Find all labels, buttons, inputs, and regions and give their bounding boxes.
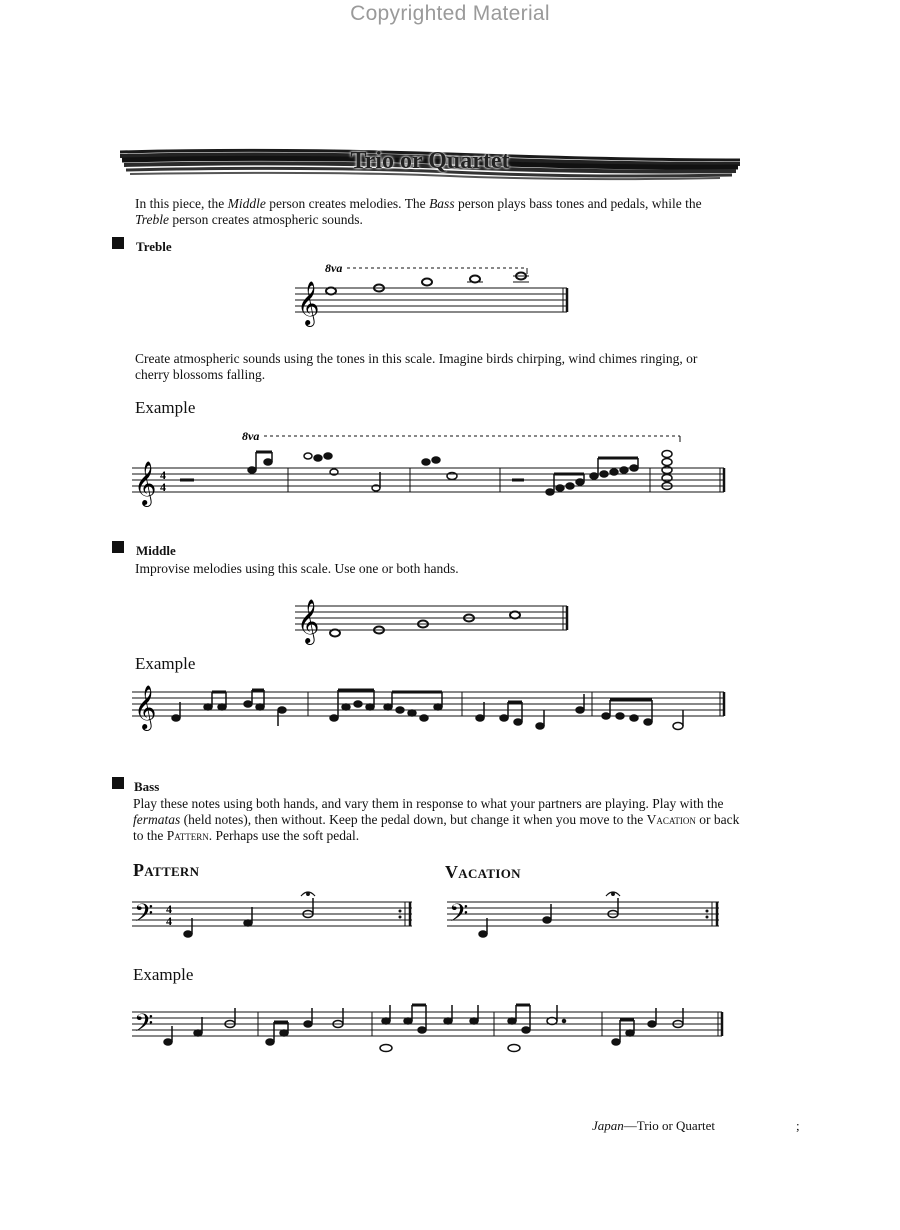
intro-paragraph: In this piece, the Middle person creates melodies. The Bass person plays bass tones and pedals, while the Treble person creates atmospheric sounds. bbox=[135, 196, 702, 227]
footer-country: Japan bbox=[592, 1118, 624, 1133]
section-bullet bbox=[112, 541, 124, 553]
section-bullet bbox=[112, 237, 124, 249]
bass-example-label: Example bbox=[133, 965, 194, 984]
footer-piece: Trio or Quartet bbox=[636, 1118, 716, 1133]
page-footer bbox=[592, 1118, 715, 1134]
vacation-staff bbox=[447, 892, 727, 952]
treble-clef-icon: 𝄞 bbox=[297, 599, 320, 643]
treble-scale-staff bbox=[295, 258, 575, 328]
treble-clef-icon: 𝄞 bbox=[134, 461, 157, 505]
page-title: Trio or Quartet bbox=[350, 148, 510, 174]
pattern-heading: Pattern bbox=[133, 860, 200, 880]
middle-example-staff bbox=[132, 682, 732, 742]
treble-clef-icon: 𝄞 bbox=[134, 685, 157, 729]
treble-instructions: Create atmospheric sounds using the tones in this scale. Imagine birds chirping, wind chimes ringing, or cherry blossoms falling. bbox=[135, 351, 698, 382]
pattern-staff bbox=[132, 892, 422, 952]
svg-text:4: 4 bbox=[160, 480, 166, 494]
middle-heading: Middle bbox=[136, 543, 176, 558]
treble-clef-icon: 𝄞 bbox=[297, 281, 320, 325]
bass-heading: Bass bbox=[134, 779, 160, 794]
bass-clef-icon: 𝄢 bbox=[134, 899, 154, 934]
bass-example-staff bbox=[132, 1004, 732, 1054]
treble-example-label: Example bbox=[135, 398, 196, 417]
svg-text:4: 4 bbox=[166, 914, 172, 928]
footer-separator: — bbox=[623, 1118, 637, 1133]
octave-mark: 8va bbox=[242, 429, 260, 443]
middle-instructions: Improvise melodies using this scale. Use one or both hands. bbox=[135, 561, 459, 576]
octave-mark: 8va bbox=[325, 261, 343, 275]
bass-instructions: Play these notes using both hands, and vary them in response to what your partners are playing. Play with the fermatas (held notes), then without. Keep the pedal down, but change it when you move to the Vacation or back to the Pattern. Perhaps use the soft pedal. bbox=[133, 796, 740, 843]
copyright-watermark: Copyrighted Material bbox=[350, 2, 550, 25]
treble-heading: Treble bbox=[136, 239, 172, 254]
bass-clef-icon: 𝄢 bbox=[449, 899, 469, 934]
middle-scale-staff bbox=[295, 598, 575, 643]
page-mark: ; bbox=[796, 1118, 800, 1133]
bass-clef-icon: 𝄢 bbox=[134, 1009, 154, 1044]
svg-text:4: 4 bbox=[166, 902, 172, 916]
section-bullet bbox=[112, 777, 124, 789]
treble-example-staff bbox=[132, 428, 732, 503]
vacation-heading: Vacation bbox=[445, 862, 521, 882]
svg-text:4: 4 bbox=[160, 468, 166, 482]
middle-example-label: Example bbox=[135, 654, 196, 673]
